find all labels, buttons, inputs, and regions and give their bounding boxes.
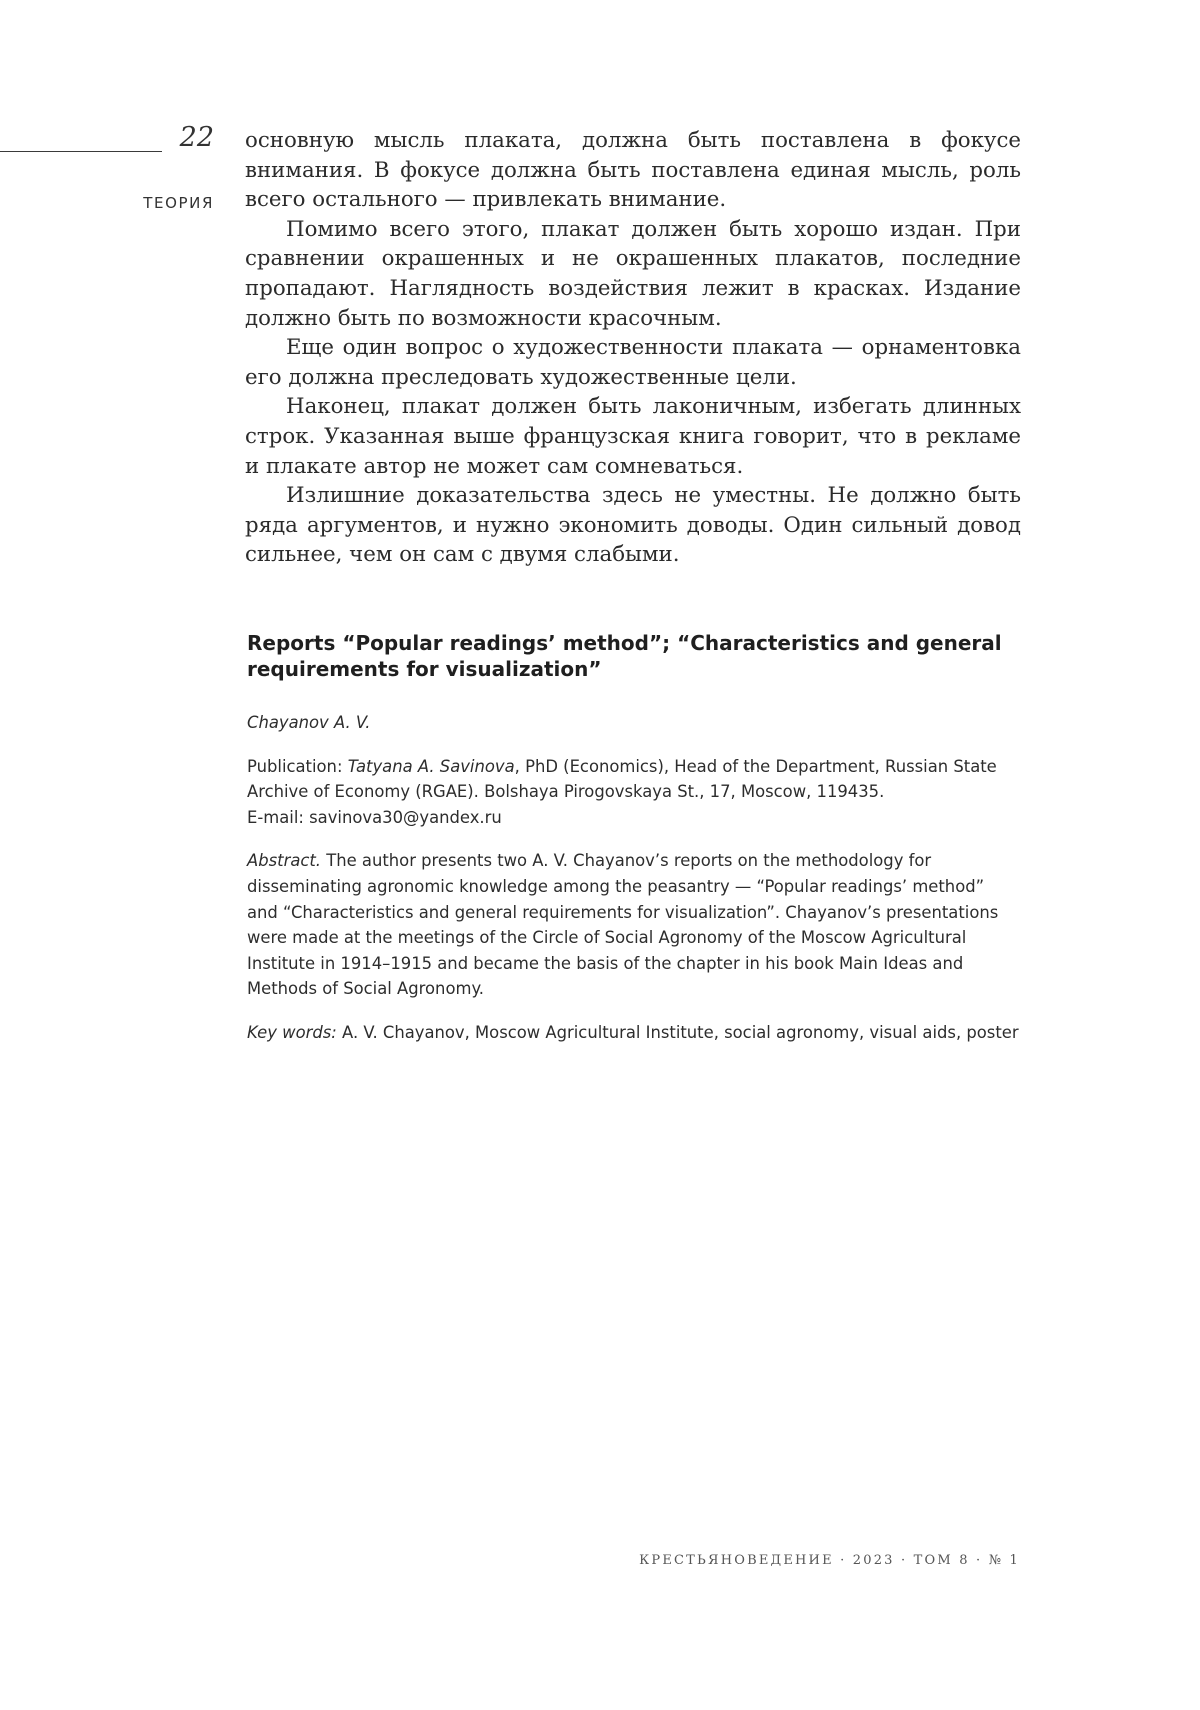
abstract [247,848,1019,1002]
body-paragraph: Излишние доказательства здесь не уместны. Не должно быть ряда аргументов, и нужно экономить доводы. Один сильный довод сильнее, чем он сам с двумя слабыми. [245,481,1021,570]
journal-footer: КРЕСТЬЯНОВЕДЕНИЕ · 2023 · ТОМ 8 · № 1 [560,1553,1020,1568]
header-rule [0,151,162,152]
abstract-label: Abstract. [247,851,321,870]
body-text [245,126,1021,570]
publication-info [247,754,1019,831]
body-paragraph: Еще один вопрос о художественности плаката — орнаментовка его должна преследовать художественные цели. [245,333,1021,392]
publication-label: Publication: [247,757,342,776]
keywords [247,1020,1019,1046]
email-link[interactable]: savinova30@yandex.ru [309,808,502,827]
keywords-text: A. V. Chayanov, Moscow Agricultural Institute, social agronomy, visual aids, poster [342,1023,1019,1042]
body-paragraph: Помимо всего этого, плакат должен быть хорошо издан. При сравнении окрашенных и не окрашенных плакатов, последние пропадают. Наглядность воздействия лежит в красках. Издание должно быть по возможности красочным. [245,215,1021,333]
english-summary [247,630,1019,1046]
body-paragraph: Наконец, плакат должен быть лаконичным, избегать длинных строк. Указанная выше французская книга говорит, что в рекламе и плакате автор не может сам сомневаться. [245,392,1021,481]
abstract-text: The author presents two A. V. Chayanov’s reports on the methodology for disseminating agronomic knowledge among the peasantry — “Popular readings’ method” and “Characteristics and general requirements for visualization”. Chayanov’s presentations were made at the meetings of the Circle of Social Agronomy of the Moscow Agricultural Institute in 1914–1915 and became the basis of the chapter in his book Main Ideas and Methods of Social Agronomy. [247,851,998,998]
summary-title: Reports “Popular readings’ method”; “Characteristics and general requirements for visualization” [247,630,1019,682]
author-name: Chayanov A. V. [247,713,370,732]
body-paragraph: основную мысль плаката, должна быть поставлена в фокусе внимания. В фокусе должна быть поставлена единая мысль, роль всего остального — привлекать внимание. [245,126,1021,215]
publication-name: Tatyana A. Savinova [348,757,515,776]
keywords-label: Key words: [247,1023,337,1042]
summary-author [247,710,1019,736]
section-label: ТЕОРИЯ [132,194,214,212]
page-number: 22 [150,122,214,153]
email-label: E-mail: [247,808,304,827]
publication-details: , PhD (Economics), Head of the Department, Russian State Archive of Economy (RGAE). Bolshaya Pirogovskaya St., 17, Moscow, 119435. [247,757,997,802]
